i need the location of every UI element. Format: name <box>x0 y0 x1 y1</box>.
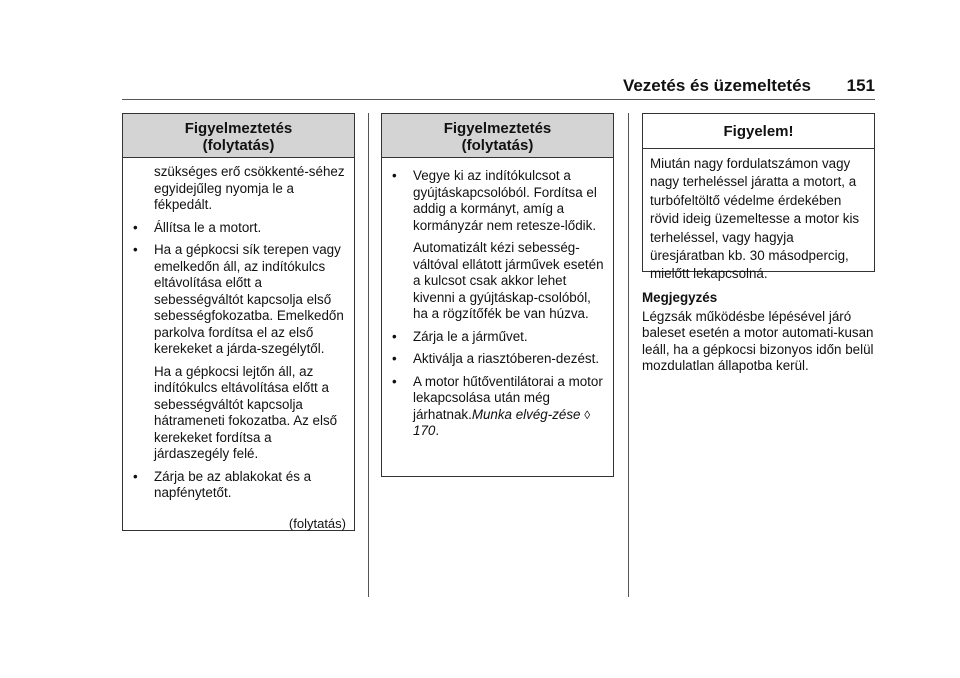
bullet-icon: • <box>392 351 397 366</box>
continued-label: (folytatás) <box>288 515 346 531</box>
warning-heading-line1: Figyelmeztetés <box>443 120 552 137</box>
note-body: Légzsák működésbe lépésével járó baleset esetén a motor automati-kusan leáll, ha a gépkocsi bizonyos időn belül mozdulatlan állapotba kerül. <box>642 308 874 373</box>
bullet-icon: • <box>133 219 138 235</box>
page-header <box>122 76 875 98</box>
list-item-text: Aktiválja a riasztóberen-dezést. <box>413 351 600 366</box>
intro-text: szükséges erő csökkenté-séhez egyidejűleg nyomja le a fékpedált. <box>154 164 345 212</box>
warning-box-continued-2 <box>381 113 614 477</box>
sentence-end: . <box>435 423 440 438</box>
list-item-text: Vegye ki az indítókulcsot a gyújtáskapcsolóból. Fordítsa el addig a kormányt, amíg a kormányzár nem retesze-lődik. <box>413 168 597 233</box>
list-item <box>131 242 346 358</box>
warning-heading-line2: (folytatás) <box>461 137 534 154</box>
paragraph-text: Automatizált kézi sebesség-váltóval ellátott járművek esetén a kulcsot csak akkor lehet kivenni a gyújtáskap-csolóból, ha a rögzítőfék be van húzva. <box>413 240 604 321</box>
caution-heading: Figyelem! <box>643 114 874 149</box>
list-item-text: Állítsa le a motort. <box>154 219 262 235</box>
note-title: Megjegyzés <box>642 290 718 305</box>
list-item <box>390 374 605 440</box>
page-reference-icon: ◊ <box>584 407 591 422</box>
note-section <box>642 290 882 375</box>
list-item-text: A motor hűtőventilátorai a motor lekapcsolása után még járhatnak. <box>413 373 603 422</box>
list-item <box>390 351 605 368</box>
list-item-text: Zárja le a járművet. <box>413 328 528 344</box>
warning-heading-line1: Figyelmeztetés <box>184 120 293 137</box>
warning-heading <box>382 114 613 158</box>
cross-reference-link[interactable]: Munka elvég-zése <box>471 406 581 422</box>
warning-heading <box>123 114 354 158</box>
warning-heading-line2: (folytatás) <box>202 137 275 154</box>
list-item <box>131 469 346 502</box>
warning-body <box>382 158 613 450</box>
column-divider-2 <box>628 113 629 597</box>
cross-reference-page[interactable]: 170 <box>413 423 436 438</box>
bullet-icon: • <box>133 468 138 484</box>
bullet-icon: • <box>392 373 397 389</box>
column-divider-1 <box>368 113 369 597</box>
bullet-icon: • <box>392 168 397 183</box>
warning-body <box>123 158 354 536</box>
caution-box <box>642 113 875 282</box>
list-item <box>131 220 346 237</box>
bullet-icon: • <box>392 328 397 344</box>
section-title: Vezetés és üzemeltetés <box>622 76 811 95</box>
warning-box-continued-1 <box>122 113 355 531</box>
paragraph-text: Ha a gépkocsi lejtőn áll, az indítókulcs eltávolítása előtt a sebességváltót kapcsolja hátrameneti fokozatba. Az első kerekeket fordítsa a járdaszegély felé. <box>154 363 338 461</box>
bullet-icon: • <box>133 242 138 257</box>
list-item-text: Zárja be az ablakokat és a napfénytetőt. <box>154 468 312 500</box>
list-item-text: Ha a gépkocsi sík terepen vagy emelkedőn áll, az indítókulcs eltávolítása előtt a sebességváltót kapcsolja első sebességfokozatba. Emelkedőn parkolva fordítsa el az első kerekeket a járda-szegélytől. <box>154 242 344 356</box>
caution-body: Miután nagy fordulatszámon vagy nagy terheléssel járatta a motort, a turbófeltöltő védelme érdekében rövid ideig üzemeltesse a motor kis terheléssel, vagy hagyja üresjáratban kb. 30 másodpercig, mielőtt lekapcsolná. <box>650 156 860 282</box>
list-item <box>390 329 605 346</box>
header-rule <box>122 99 875 100</box>
page-number: 151 <box>846 76 875 95</box>
list-item <box>390 168 605 234</box>
